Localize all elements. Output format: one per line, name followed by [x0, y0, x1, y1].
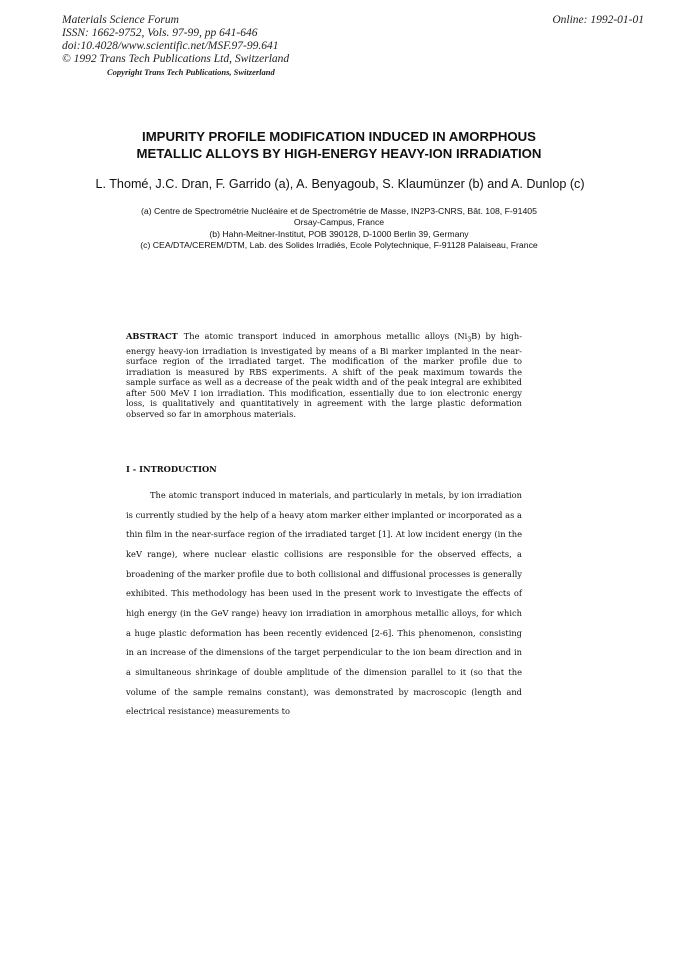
- online-date: Online: 1992-01-01: [552, 14, 644, 26]
- title-line-2: METALLIC ALLOYS BY HIGH-ENERGY HEAVY-ION IRRADIATION: [136, 146, 542, 161]
- abstract-heading: ABSTRACT: [126, 331, 178, 341]
- affiliation-a-line-2: Orsay-Campus, France: [293, 217, 385, 228]
- journal-header: [62, 14, 289, 66]
- affiliation-a-line-1: (a) Centre de Spectrométrie Nucléaire et de Spectrométrie de Masse, IN2P3-CNRS, Bât. 108, F-91405: [141, 206, 537, 216]
- section-heading: I - INTRODUCTION: [126, 464, 217, 474]
- paper-title: [0, 128, 678, 162]
- introduction-paragraph: The atomic transport induced in materials, and particularly in metals, by ion irradiation is currently studied by the help of a heavy atom marker either implanted or incorporated as a thin film in the near-surface region of the irradiated target [1]. At low incident energy (in the keV range), where nuclear elastic collisions are responsible for the observed effects, a broadening of the marker profile due to both collisional and diffusional processes is generally exhibited. This methodology has been used in the present work to investigate the effects of high energy (in the GeV range) heavy ion irradiation in amorphous metallic alloys, for which a huge plastic deformation has been recently evidenced [2-6]. This phenomenon, consisting in an increase of the dimensions of the target perpendicular to the ion beam direction and in a simultaneous shrinkage of double amplitude of the dimension parallel to it (so that the volume of the sample remains constant), was demonstrated by macroscopic (length and electrical resistance) measurements to: [126, 490, 522, 717]
- affiliation-b: (b) Hahn-Meitner-Institut, POB 390128, D-1000 Berlin 39, Germany: [209, 228, 469, 239]
- copyright-line: © 1992 Trans Tech Publications Ltd, Switzerland: [62, 53, 290, 65]
- affiliation-c: (c) CEA/DTA/CEREM/DTM, Lab. des Solides Irradiés, Ecole Polytechnique, F-91128 Palaiseau, France: [140, 239, 538, 250]
- copyright-stamp: Copyright Trans Tech Publications, Switzerland: [107, 67, 275, 77]
- journal-name: Materials Science Forum: [62, 14, 179, 26]
- abstract-text-start: The atomic transport induced in amorphous metallic alloys (Ni: [183, 331, 468, 341]
- affiliations: [0, 206, 678, 251]
- title-line-1: IMPURITY PROFILE MODIFICATION INDUCED IN AMORPHOUS: [142, 129, 536, 144]
- doi-line: doi:10.4028/www.scientific.net/MSF.97-99.641: [62, 40, 279, 52]
- abstract-subscript: 3: [467, 336, 472, 344]
- abstract-body: [126, 331, 522, 419]
- issn-line: ISSN: 1662-9752, Vols. 97-99, pp 641-646: [62, 27, 258, 39]
- author-list: L. Thomé, J.C. Dran, F. Garrido (a), A. Benyagoub, S. Klaumünzer (b) and A. Dunlop (c): [95, 177, 585, 191]
- abstract-text-end: B) by high-energy heavy-ion irradiation is investigated by means of a Bi marker implanted in the near-surface region of the irradiated target. The modification of the marker profile due to irradiation is measured by RBS experiments. A shift of the peak maximum towards the sample surface as well as a decrease of the peak width and of the peak integral are exhibited after 500 MeV I ion irradiation. This modification, essentially due to ion electronic energy loss, is qualitatively and quantitatively in agreement with the large plastic deformation observed so far in amorphous materials.: [126, 331, 523, 419]
- abstract: [126, 331, 522, 419]
